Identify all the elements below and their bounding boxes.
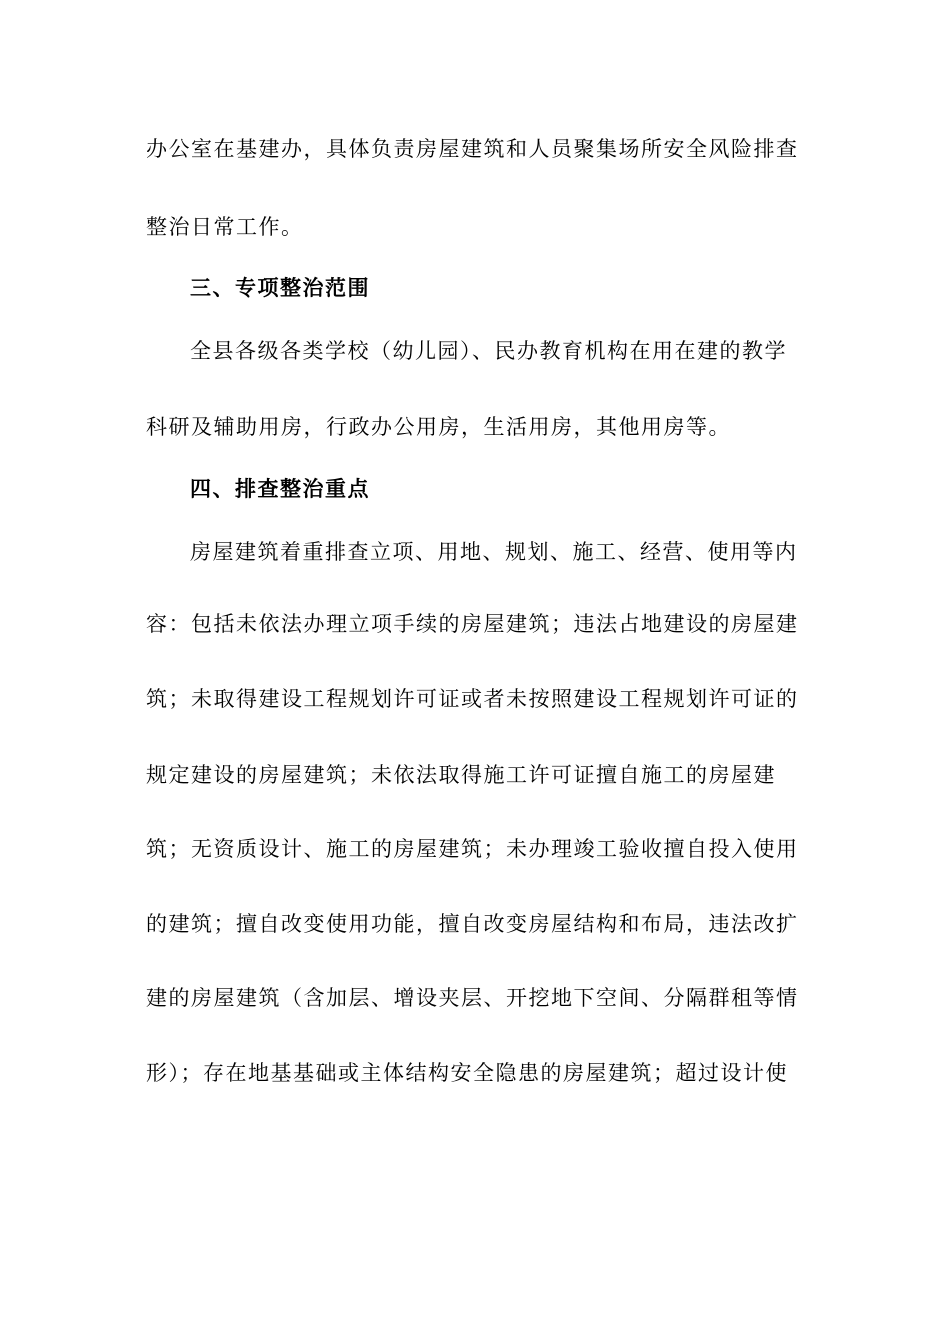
section-heading-scope: 三、专项整治范围 (190, 276, 370, 300)
body-text-line: 科研及辅助用房，行政办公用房，生活用房，其他用房等。 (146, 415, 731, 439)
body-text-line: 整治日常工作。 (146, 215, 304, 239)
body-text-line: 筑；未取得建设工程规划许可证或者未按照建设工程规划许可证的 (146, 687, 799, 711)
body-text-line: 全县各级各类学校（幼儿园）、民办教育机构在用在建的教学 (190, 339, 787, 363)
body-text-line: 形）；存在地基基础或主体结构安全隐患的房屋建筑；超过设计使 (146, 1061, 788, 1085)
body-text-line: 容：包括未依法办理立项手续的房屋建筑；违法占地建设的房屋建 (146, 612, 799, 636)
section-heading-focus: 四、排查整治重点 (190, 477, 370, 501)
body-text-line: 建的房屋建筑（含加层、增设夹层、开挖地下空间、分隔群租等情 (146, 986, 799, 1010)
body-text-line: 筑；无资质设计、施工的房屋建筑；未办理竣工验收擅自投入使用 (146, 837, 799, 861)
body-text-line: 规定建设的房屋建筑；未依法取得施工许可证擅自施工的房屋建 (146, 763, 776, 787)
body-text-line: 的建筑；擅自改变使用功能，擅自改变房屋结构和布局，违法改扩 (146, 912, 799, 936)
body-text-line: 办公室在基建办，具体负责房屋建筑和人员聚集场所安全风险排查 (146, 137, 799, 161)
body-text-line: 房屋建筑着重排查立项、用地、规划、施工、经营、使用等内 (190, 540, 798, 564)
